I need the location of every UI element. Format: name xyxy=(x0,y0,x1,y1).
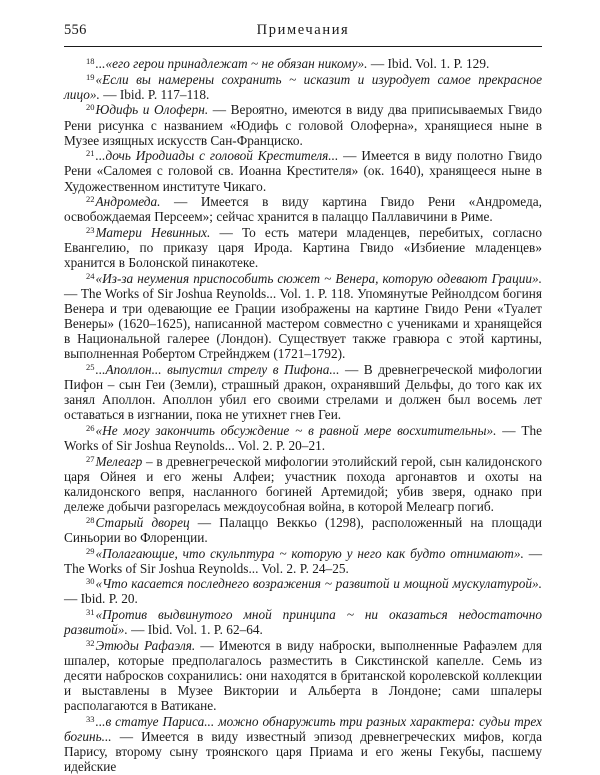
note-number: 23 xyxy=(86,225,95,235)
note-text: — Ibid. P. 117–118. xyxy=(99,86,210,102)
note-quote: «Не могу закончить обсуждение ~ в равной мере восхитительны». xyxy=(95,423,497,438)
note-33 xyxy=(64,714,542,774)
note-30 xyxy=(64,576,542,606)
note-text: — В древнегреческой мифологии Пифон – сын Геи (Земли), страшный дракон, охранявший Дельфы, до того как их занял Аполлон. Аполлон убил его своими стрелами и должен был восемь лет оставаться в изгнании, пока не утихнет гнев Геи. xyxy=(64,362,542,423)
note-number: 19 xyxy=(86,71,95,82)
note-quote: «Если вы намерены сохранить ~ исказит и изуродует самое прекрасное лицо». xyxy=(64,71,542,102)
note-quote: Мелеагр xyxy=(95,453,143,469)
note-text: — Имеется в виду картина Гвидо Рени «Андромеда, освобождаемая Персеем»; сейчас хранится в палаццо Паллавичини в Риме. xyxy=(64,194,542,225)
note-quote: «Что касается последнего возражения ~ развитой и мощной мускулатурой». xyxy=(95,576,542,592)
note-text: — Ibid. Vol. 1. P. 129. xyxy=(367,56,490,71)
note-number: 20 xyxy=(86,102,95,113)
note-quote: ...дочь Иродиады с головой Крестителя... xyxy=(95,148,339,164)
note-text: — The Works of Sir Joshua Reynolds... Vol. 2. P. 20–21. xyxy=(64,423,542,454)
note-29 xyxy=(64,546,542,576)
note-quote: Старый дворец xyxy=(95,514,190,530)
note-text: — Имеется в виду полотно Гвидо Рени «Саломея с головой св. Иоанна Крестителя» (ок. 1640), хранящееся ныне в Художественном институте Чикаго. xyxy=(64,148,542,194)
note-20 xyxy=(64,102,542,147)
note-text: — Ibid. Vol. 1. P. 62–64. xyxy=(127,622,263,638)
note-quote: ...«его герои принадлежат ~ не обязан никому». xyxy=(95,56,368,71)
note-24 xyxy=(64,271,542,362)
note-26 xyxy=(64,423,542,453)
note-32 xyxy=(64,638,542,713)
note-text: — The Works of Sir Joshua Reynolds... Vol. 2. P. 24–25. xyxy=(64,545,542,576)
note-number: 31 xyxy=(86,607,95,618)
note-18 xyxy=(64,56,542,71)
note-text: — То есть матери младенцев, перебитых, согласно Евангелию, по приказу царя Ирода. Картина Гвидо «Избиение младенцев» хранится в Болонской пинакотеке. xyxy=(64,225,542,271)
note-number: 26 xyxy=(86,423,95,433)
note-number: 30 xyxy=(86,576,95,587)
note-28 xyxy=(64,515,542,545)
note-21 xyxy=(64,148,542,193)
note-number: 21 xyxy=(86,148,95,159)
note-text: — Ibid. P. 20. xyxy=(64,591,138,607)
note-number: 25 xyxy=(86,362,95,373)
note-quote: «Против выдвинутого мной принципа ~ ни оказаться недостаточно развитой». xyxy=(64,607,542,638)
note-19 xyxy=(64,72,542,102)
note-23 xyxy=(64,225,542,270)
notes-list xyxy=(64,56,542,775)
note-quote: Юдифь и Олоферн. xyxy=(95,102,209,118)
note-quote: «Полагающие, что скульптура ~ которую у него как будто отнимают». xyxy=(95,545,524,561)
note-31 xyxy=(64,607,542,637)
note-number: 33 xyxy=(86,713,95,724)
note-quote: ...в статуе Париса... можно обнаружить три разных характера: судьи трех богинь... xyxy=(64,713,542,745)
note-number: 18 xyxy=(86,56,95,66)
note-quote: Андромеда. xyxy=(95,194,161,210)
note-number: 22 xyxy=(86,194,95,205)
note-quote: ...Аполлон... выпустил стрелу в Пифона... xyxy=(95,362,340,378)
note-text: — Имеется в виду известный эпизод древнегреческих мифов, когда Парису, второму сыну троянского царя Приама и его жены Гекубы, пасшему идейские xyxy=(64,729,542,775)
note-quote: Матери Невинных. xyxy=(95,225,211,240)
page-header xyxy=(64,22,542,44)
running-title: Примечания xyxy=(256,22,350,38)
note-quote: «Из-за неумения приспособить сюжет ~ Венера, которую одевают Грации». xyxy=(95,270,542,286)
note-text: — Вероятно, имеются в виду два приписываемых Гвидо Рени рисунка с названием «Юдифь с головой Олоферна», хранящиеся ныне в Музее изящных искусств Сан-Франциско. xyxy=(64,102,542,148)
note-27 xyxy=(64,454,542,514)
note-number: 27 xyxy=(86,453,95,464)
note-text: – в древнегреческой мифологии этолийский герой, сын калидонского царя Ойнея и его жены Алфеи; участник похода аргонавтов и охоты на калидонского вепря, насланного богиней Артемидой; убив зверя, однако при дележе добычи разгорелась междоусобная война, в которой Мелеагр погиб. xyxy=(64,453,542,515)
note-text: — Имеются в виду наброски, выполненные Рафаэлем для шпалер, которые предполагалось разместить в Сикстинской капелле. Семь из десяти набросков сохранились: они находятся в британской королевской коллекции и выставлены в Музее Виктории и Альберта в Лондоне; сами шпалеры располагаются в Ватикане. xyxy=(64,637,542,714)
note-number: 28 xyxy=(86,514,95,525)
note-number: 32 xyxy=(86,637,95,648)
note-text: — The Works of Sir Joshua Reynolds... Vol. 1. P. 118. Упомянутые Рейнолдсом богиня Венера и три одевающие ее Грации изображены на картине Гвидо Рени «Туалет Венеры» (1620–1625), написанной мастером совместно с учениками и хранящейся в Национальной галерее (Лондон). Существует также гравюра с этой картины, выполненная Робертом Стрейнджем (1721–1792). xyxy=(64,285,542,362)
note-text: — Палаццо Веккьо (1298), расположенный на площади Синьории во Флоренции. xyxy=(64,514,542,545)
note-22 xyxy=(64,194,542,224)
note-number: 29 xyxy=(86,545,95,556)
note-quote: Этюды Рафаэля. xyxy=(95,637,196,653)
header-rule xyxy=(64,46,542,47)
note-25 xyxy=(64,362,542,422)
note-number: 24 xyxy=(86,270,95,281)
page-number: 556 xyxy=(64,22,87,38)
